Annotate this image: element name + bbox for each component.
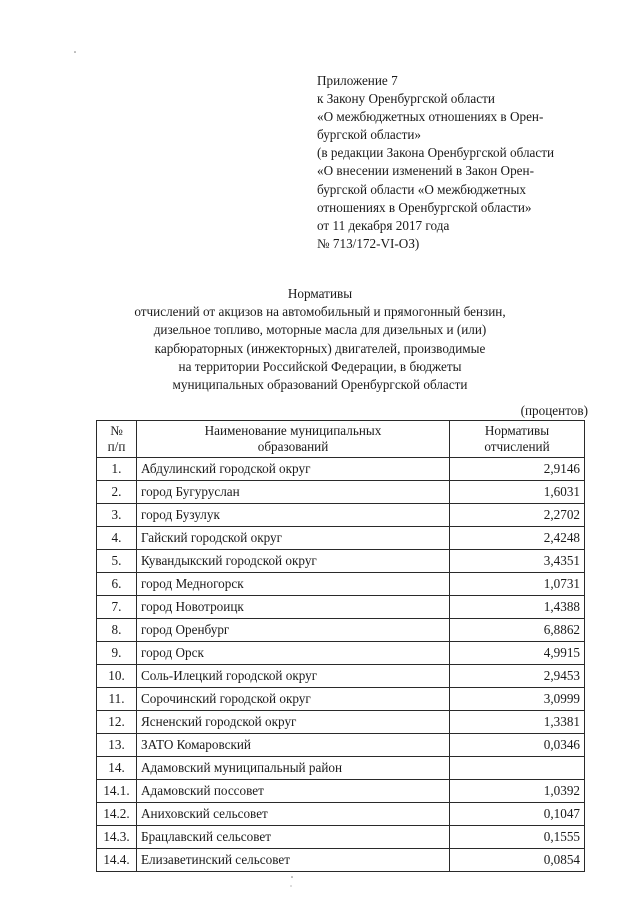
row-number: 14.2. xyxy=(97,803,137,826)
row-name: Елизаветинский сельсовет xyxy=(137,849,450,872)
row-name: Сорочинский городской округ xyxy=(137,688,450,711)
row-number: 7. xyxy=(97,596,137,619)
row-number: 8. xyxy=(97,619,137,642)
row-value: 6,8862 xyxy=(450,619,585,642)
title-line: карбюраторных (инжекторных) двигателей, производимые xyxy=(154,340,486,356)
header-line: (в редакции Закона Оренбургской области xyxy=(317,145,555,161)
row-number: 12. xyxy=(97,711,137,734)
row-number: 6. xyxy=(97,573,137,596)
header-text: п/п xyxy=(107,439,126,454)
row-name: Абдулинский городской округ xyxy=(137,458,450,481)
row-number: 14.4. xyxy=(97,849,137,872)
row-value: 1,3381 xyxy=(450,711,585,734)
title-line: Нормативы xyxy=(287,286,353,301)
header-text: Наименование муниципальных xyxy=(204,423,382,438)
header-line: «О внесении изменений в Закон Орен- xyxy=(317,163,534,179)
title-line: отчислений от акцизов на автомобильный и прямогонный бензин, xyxy=(134,304,506,320)
row-name: город Оренбург xyxy=(137,619,450,642)
row-value: 2,2702 xyxy=(450,504,585,527)
row-value: 2,4248 xyxy=(450,527,585,550)
header-line: от 11 декабря 2017 года xyxy=(317,217,450,233)
header-text: образований xyxy=(257,439,329,454)
row-value: 1,4388 xyxy=(450,596,585,619)
row-number: 14. xyxy=(97,757,137,780)
row-number: 13. xyxy=(97,734,137,757)
title-line: муниципальных образований Оренбургской области xyxy=(172,377,468,393)
title-line: на территории Российской Федерации, в бюджеты xyxy=(178,358,462,374)
row-name: Аниховский сельсовет xyxy=(137,803,450,826)
row-name: Брацлавский сельсовет xyxy=(137,826,450,849)
header-line: к Закону Оренбургской области xyxy=(317,91,495,107)
row-name: Кувандыкский городской округ xyxy=(137,550,450,573)
units-label: (процентов) xyxy=(520,403,588,418)
row-value: 0,0346 xyxy=(450,734,585,757)
row-name: Ясненский городской округ xyxy=(137,711,450,734)
scan-speck xyxy=(74,51,76,53)
row-name: город Медногорск xyxy=(137,573,450,596)
row-value: 1,6031 xyxy=(450,481,585,504)
header-line: № 713/172-VI-ОЗ) xyxy=(317,235,420,251)
row-name: ЗАТО Комаровский xyxy=(137,734,450,757)
row-number: 9. xyxy=(97,642,137,665)
row-number: 3. xyxy=(97,504,137,527)
header-line: бургской области «О межбюджетных xyxy=(317,181,526,197)
header-line: «О межбюджетных отношениях в Орен- xyxy=(317,109,544,125)
row-value: 0,1047 xyxy=(450,803,585,826)
header-text: отчислений xyxy=(484,439,550,454)
scan-speck xyxy=(290,885,291,886)
row-value: 2,9146 xyxy=(450,458,585,481)
row-value: 0,1555 xyxy=(450,826,585,849)
header-text: № xyxy=(110,423,123,438)
row-number: 5. xyxy=(97,550,137,573)
row-name: Соль-Илецкий городской округ xyxy=(137,665,450,688)
row-number: 14.3. xyxy=(97,826,137,849)
title-line: дизельное топливо, моторные масла для дизельных и (или) xyxy=(153,322,487,338)
row-value: 4,9915 xyxy=(450,642,585,665)
row-name: город Орск xyxy=(137,642,450,665)
header-line: Приложение 7 xyxy=(317,73,398,88)
row-value: 1,0392 xyxy=(450,780,585,803)
header-line: отношениях в Оренбургской области» xyxy=(317,199,532,215)
row-number: 4. xyxy=(97,527,137,550)
row-name: Гайский городской округ xyxy=(137,527,450,550)
row-number: 14.1. xyxy=(97,780,137,803)
row-name: Адамовский поссовет xyxy=(137,780,450,803)
row-value: 2,9453 xyxy=(450,665,585,688)
row-number: 10. xyxy=(97,665,137,688)
row-value: 3,0999 xyxy=(450,688,585,711)
row-name: город Бузулук xyxy=(137,504,450,527)
row-name: Адамовский муниципальный район xyxy=(137,757,450,780)
header-text: Нормативы xyxy=(484,423,550,438)
row-value: 0,0854 xyxy=(450,849,585,872)
row-name: город Новотроицк xyxy=(137,596,450,619)
row-number: 11. xyxy=(97,688,137,711)
row-value: 1,0731 xyxy=(450,573,585,596)
row-number: 2. xyxy=(97,481,137,504)
row-value: 3,4351 xyxy=(450,550,585,573)
header-line: бургской области» xyxy=(317,127,422,143)
scan-speck xyxy=(291,876,293,878)
row-name: город Бугуруслан xyxy=(137,481,450,504)
row-number: 1. xyxy=(97,458,137,481)
